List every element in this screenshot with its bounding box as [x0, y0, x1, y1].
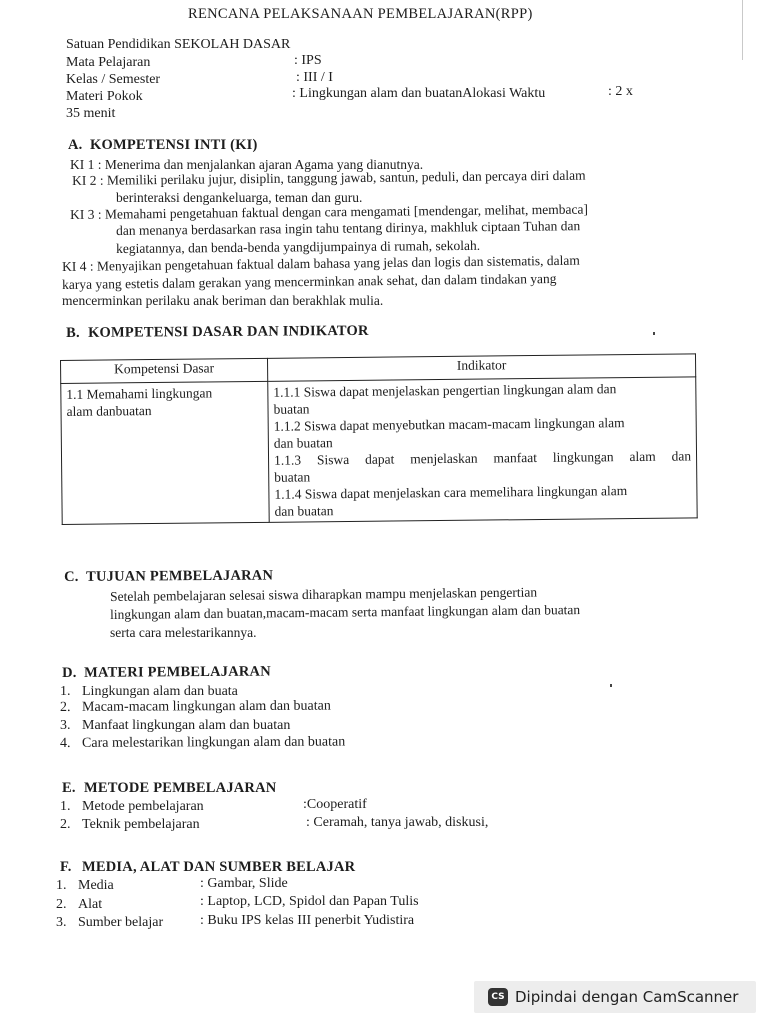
list-item-number: 1. [60, 684, 71, 699]
ki-1: KI 1 : Menerima dan menjalankan ajaran Agama yang dianutnya. [70, 157, 424, 172]
section-a-heading [68, 137, 258, 154]
section-d-title: MATERI PEMBELAJARAN [83, 663, 271, 681]
materi-value: : Lingkungan alam dan buatanAlokasi Waktu [292, 86, 546, 101]
indicator-cell [268, 377, 697, 522]
list-item [60, 699, 331, 716]
document-title: RENCANA PELAKSANAAN PEMBELAJARAN(RPP) [188, 6, 533, 22]
ki-4-line-1: KI 4 : Menyajikan pengetahuan faktual dalam bahasa yang jelas dan logis dan sistematis, dalam [62, 252, 580, 274]
list-item-label: Alat [78, 897, 103, 912]
list-item-number: 4. [60, 735, 71, 751]
list-item [56, 915, 163, 931]
list-item-value: : Gambar, Slide [200, 876, 288, 891]
camscanner-logo-icon: CS [488, 988, 508, 1006]
kd-cell [61, 381, 269, 524]
indicator-3-line-1: 1.1.3 Siswa dapat menjelaskan manfaat lingkungan alam dan [273, 448, 692, 468]
indicator-4-line-1: 1.1.4 Siswa dapat menjelaskan cara memelihara lingkungan alam [274, 483, 628, 502]
list-item-value: : Laptop, LCD, Spidol dan Papan Tulis [200, 894, 419, 909]
list-item [60, 735, 345, 752]
list-item-label: Sumber belajar [78, 915, 164, 930]
section-c-title: TUJUAN PEMBELAJARAN [85, 567, 274, 585]
list-item-text: Macam-macam lingkungan alam dan buatan [81, 698, 331, 715]
section-a-title: KOMPETENSI INTI (KI) [90, 137, 258, 153]
list-item-value: : Ceramah, tanya jawab, diskusi, [306, 815, 489, 830]
section-b-letter: B. [66, 324, 80, 341]
ki-4-line-2: karya yang estetis dalam gerakan yang mencerminkan anak sehat, dan dalam tindakan yang [62, 270, 557, 292]
ki-3-line-1: KI 3 : Memahami pengetahuan faktual dengan cara mengamati [mendengar, melihat, membaca] [70, 201, 589, 222]
ki-2-line-1: KI 2 : Memiliki perilaku jujur, disiplin, tanggung jawab, santun, peduli, dan percaya diri dalam [72, 167, 586, 188]
tujuan-line-1: Setelah pembelajaran selesai siswa diharapkan mampu menjelaskan pengertian [110, 584, 538, 604]
ki-4-line-3: mencerminkan perilaku anak beriman dan berakhlak mulia. [62, 293, 384, 308]
section-e-heading [62, 780, 276, 797]
section-e-title: METODE PEMBELAJARAN [84, 780, 277, 796]
indicator-1-line-2: buatan [273, 401, 310, 417]
header-kompetensi-dasar: Kompetensi Dasar [61, 358, 268, 383]
section-d-heading [62, 664, 271, 682]
indicator-4-line-2: dan buatan [274, 503, 334, 519]
mapel-value: : IPS [294, 53, 322, 68]
section-d-letter: D. [62, 664, 77, 681]
list-item-number: 1. [60, 799, 71, 814]
section-a-letter: A. [68, 137, 83, 153]
section-f-heading [60, 859, 355, 876]
kd-line-1: 1.1 Memahami lingkungan [66, 385, 213, 402]
alokasi-continuation: 35 menit [66, 106, 116, 121]
list-item-number: 1. [56, 878, 67, 893]
kd-line-2: alam danbuatan [66, 403, 152, 419]
tujuan-line-3: serta cara melestarikannya. [110, 625, 257, 640]
list-item-number: 2. [60, 699, 71, 715]
scan-speck [653, 332, 655, 335]
list-item-text: Lingkungan alam dan buata [82, 684, 238, 699]
list-item-label: Metode pembelajaran [82, 799, 204, 814]
list-item-number: 2. [56, 897, 67, 912]
satuan-pendidikan: Satuan Pendidikan SEKOLAH DASAR [66, 37, 291, 52]
indicator-3-line-2: buatan [274, 469, 311, 485]
materi-label: Materi Pokok [66, 89, 143, 104]
list-item [60, 817, 200, 833]
list-item-value: :Cooperatif [303, 797, 367, 812]
section-b-heading [66, 323, 369, 342]
table-row [61, 377, 697, 525]
section-e-letter: E. [62, 780, 76, 796]
section-b-title: KOMPETENSI DASAR DAN INDIKATOR [87, 322, 369, 341]
list-item [56, 897, 102, 913]
list-item [60, 684, 238, 700]
list-item-label: Teknik pembelajaran [82, 817, 200, 832]
header-indikator: Indikator [267, 354, 695, 381]
indicator-2-line-2: dan buatan [273, 435, 333, 451]
indicator-1-line-1: 1.1.1 Siswa dapat menjelaskan pengertian lingkungan alam dan [273, 381, 617, 400]
list-item [56, 878, 114, 894]
ki-3-line-3: kegiatannya, dan benda-benda yangdijumpainya di rumah, sekolah. [116, 237, 481, 256]
list-item-text: Cara melestarikan lingkungan alam dan buatan [81, 734, 346, 751]
alokasi-value: : 2 x [608, 84, 633, 99]
ki-3-line-2: dan menanya berdasarkan rasa ingin tahu tentang dirinya, makhluk ciptaan Tuhan dan [116, 218, 581, 238]
scan-edge-line [742, 0, 743, 60]
watermark-text: Dipindai dengan CamScanner [515, 988, 739, 1006]
list-item-text: Manfaat lingkungan alam dan buatan [82, 718, 291, 733]
list-item-label: Media [78, 878, 114, 893]
ki-2-line-2: berinteraksi dengankeluarga, teman dan guru. [116, 190, 363, 205]
list-item-value: : Buku IPS kelas III penerbit Yudistira [200, 913, 415, 928]
kd-indicator-table [60, 353, 698, 525]
indicator-2-line-1: 1.1.2 Siswa dapat menyebutkan macam-macam lingkungan alam [273, 415, 625, 434]
section-f-title: MEDIA, ALAT DAN SUMBER BELAJAR [82, 859, 356, 875]
mapel-label: Mata Pelajaran [66, 55, 151, 70]
section-c-letter: C. [64, 568, 79, 585]
kelas-value: : III / I [296, 70, 333, 85]
list-item-number: 3. [56, 915, 67, 930]
section-f-letter: F. [60, 859, 72, 875]
tujuan-line-2: lingkungan alam dan buatan,macam-macam serta manfaat lingkungan alam dan buatan [110, 602, 581, 622]
kelas-label: Kelas / Semester [66, 72, 161, 87]
list-item [60, 799, 204, 815]
section-c-heading [64, 568, 273, 586]
list-item-number: 2. [60, 817, 71, 832]
list-item [60, 718, 290, 734]
list-item-number: 3. [60, 718, 71, 733]
scan-speck [610, 684, 612, 687]
camscanner-watermark [474, 981, 756, 1013]
